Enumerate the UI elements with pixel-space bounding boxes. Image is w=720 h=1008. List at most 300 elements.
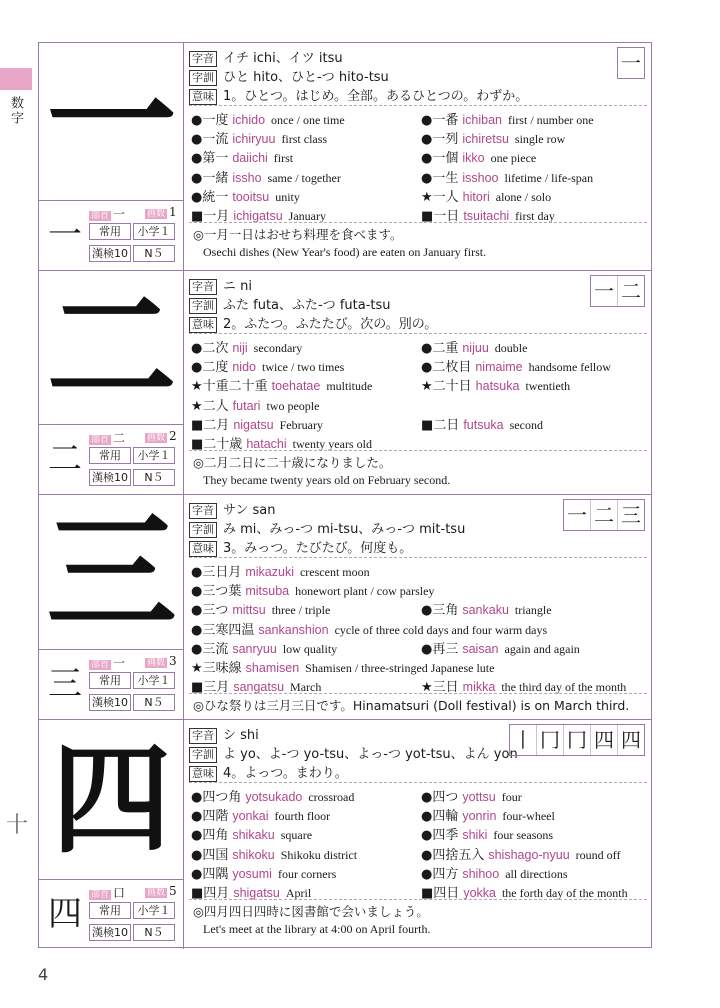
divider xyxy=(189,693,647,694)
vocab-romaji: isshoo xyxy=(462,170,499,185)
vocab-word: 一度 xyxy=(202,113,229,128)
kanji-info-box xyxy=(39,649,184,719)
vocab-item xyxy=(421,205,555,224)
joyo-tag: 常用 xyxy=(89,447,131,464)
vocab-romaji: nijuu xyxy=(462,341,489,355)
kanji-left-column xyxy=(39,43,184,270)
stroke-count-tag: 画数 xyxy=(147,209,166,219)
kanken-level: 漢検10 xyxy=(89,245,131,262)
radical-info xyxy=(89,884,125,901)
vocab-mark: ■ xyxy=(421,209,434,224)
vocab-word: 二重 xyxy=(432,341,459,356)
kanji-meaning-label: 意味 xyxy=(189,541,217,557)
example-sentence-jp: ◎四月四日四時に図書館で会いましょう。 xyxy=(193,904,429,920)
vocab-word: 四輪 xyxy=(432,809,459,825)
stroke-count-tag: 画数 xyxy=(147,658,166,668)
vocab-mark: ● xyxy=(421,113,433,128)
vocab-item xyxy=(191,638,337,657)
vocab-item xyxy=(421,337,527,356)
vocab-romaji: mikazuki xyxy=(245,565,294,579)
on-reading-label: 字音 xyxy=(189,279,217,295)
radical-value: 一 xyxy=(113,207,126,221)
vocab-mark: ● xyxy=(191,847,203,863)
stroke-step: 二 xyxy=(590,500,617,530)
small-kanji: 四 xyxy=(48,894,82,934)
vocab-mark: ● xyxy=(191,151,203,167)
vocab-word: 三つ xyxy=(202,603,229,619)
vocab-mark: ● xyxy=(191,790,203,805)
vocab-mark: ● xyxy=(191,622,203,638)
vocab-word: 三月 xyxy=(203,680,230,696)
kun-reading: ひと hito、ひと-つ hito-tsu xyxy=(223,70,389,85)
vocab-item xyxy=(421,414,543,433)
vocab-meaning: multitude xyxy=(326,379,373,394)
vocab-item xyxy=(191,824,312,843)
vocab-romaji: shikoku xyxy=(232,847,275,862)
vocab-romaji: ichiretsu xyxy=(462,132,509,147)
vocab-romaji: tsuitachi xyxy=(463,209,510,223)
radical-value: 一 xyxy=(113,656,126,670)
vocab-word: 二十歳 xyxy=(203,437,243,452)
vocab-word: 四階 xyxy=(202,809,229,825)
vocab-meaning: round off xyxy=(575,847,621,862)
vocab-romaji: mikka xyxy=(462,680,496,695)
vocab-mark: ● xyxy=(191,189,203,205)
vocab-word: 再三 xyxy=(432,641,459,657)
stroke-step: 三 xyxy=(617,500,644,530)
vocab-romaji: nigatsu xyxy=(233,417,274,432)
vocab-word: 三日月 xyxy=(202,565,242,580)
vocab-item xyxy=(421,599,552,618)
vocab-romaji: yonkai xyxy=(232,809,269,824)
vocab-meaning: all directions xyxy=(505,866,568,881)
vocab-meaning: same / together xyxy=(267,170,341,185)
vocab-meaning: March xyxy=(290,680,322,695)
on-reading-label: 字音 xyxy=(189,503,217,519)
vocab-mark: ★ xyxy=(421,680,433,696)
kanji-info-box xyxy=(39,879,184,949)
vocab-item xyxy=(191,619,547,638)
vocab-item xyxy=(191,844,357,863)
vocab-word: 統一 xyxy=(202,189,229,205)
vocab-item xyxy=(191,805,330,824)
vocab-romaji: niji xyxy=(232,341,248,355)
vocab-mark: ● xyxy=(191,584,203,600)
stroke-order xyxy=(617,47,645,79)
margin-handwritten-mark: 十 xyxy=(6,813,29,838)
stroke-step: 四 xyxy=(590,725,617,755)
vocab-word: 三つ葉 xyxy=(202,584,242,600)
vocab-word: 四日 xyxy=(433,886,460,901)
vocab-mark: ● xyxy=(421,151,433,167)
vocab-item xyxy=(191,128,327,147)
stroke-step: 冂 xyxy=(536,725,563,755)
vocab-item xyxy=(421,128,565,147)
on-reading-row xyxy=(189,275,252,295)
kanji-meaning-row xyxy=(189,762,348,782)
kun-reading: み mi、みっ-つ mi-tsu、みっ-つ mit-tsu xyxy=(223,522,466,537)
vocab-mark: ● xyxy=(421,809,433,825)
vocab-word: 一個 xyxy=(432,151,459,167)
vocab-romaji: hatachi xyxy=(246,437,287,451)
joyo-tag: 常用 xyxy=(89,672,131,689)
vocab-romaji: futari xyxy=(232,398,261,413)
vocab-meaning: January xyxy=(288,209,326,223)
stroke-step: 一 xyxy=(594,279,614,303)
kanji-details xyxy=(189,43,647,270)
vocab-romaji: ichiryuu xyxy=(232,132,276,147)
vocab-mark: ● xyxy=(191,641,203,657)
joyo-tag: 常用 xyxy=(89,902,131,919)
kanken-level: 漢検10 xyxy=(89,924,131,941)
vocab-mark: ■ xyxy=(191,437,204,452)
vocab-item xyxy=(191,414,323,433)
vocab-word: 一日 xyxy=(433,209,460,224)
large-kanji: 二 xyxy=(46,271,177,424)
example-sentence-en: Let's meet at the library at 4:00 on April fourth. xyxy=(203,922,431,937)
small-kanji: 一 xyxy=(48,215,82,255)
vocab-item xyxy=(191,657,494,676)
radical-tag: 部首 xyxy=(91,660,110,670)
jlpt-level: N５ xyxy=(133,924,175,941)
divider xyxy=(189,222,647,223)
vocab-item xyxy=(191,167,341,186)
on-reading-label: 字音 xyxy=(189,51,217,67)
kanji-details xyxy=(189,495,647,719)
vocab-mark: ● xyxy=(191,132,203,148)
vocab-meaning: Shikoku district xyxy=(280,847,358,862)
on-reading-label: 字音 xyxy=(189,728,217,744)
vocab-item xyxy=(191,580,434,599)
vocab-word: 一流 xyxy=(202,132,229,148)
kun-reading: ふた futa、ふた-つ futa-tsu xyxy=(223,298,391,313)
vocab-mark: ● xyxy=(191,170,203,186)
stroke-order xyxy=(563,499,645,531)
vocab-romaji: shihoo xyxy=(462,866,500,881)
vocab-romaji: yottsu xyxy=(462,790,496,804)
vocab-romaji: sankaku xyxy=(462,603,509,618)
stroke-step: 丨 xyxy=(513,728,533,752)
vocab-mark: ● xyxy=(421,641,433,657)
vocab-romaji: saisan xyxy=(462,641,499,656)
divider xyxy=(189,450,647,451)
kanji-entry xyxy=(39,495,651,720)
vocab-meaning: once / one time xyxy=(271,113,345,127)
vocab-romaji: yotsukado xyxy=(245,790,303,804)
vocab-word: 十重二十重 xyxy=(202,379,268,395)
kanji-meaning-row xyxy=(189,537,412,557)
vocab-mark: ● xyxy=(191,866,203,882)
vocab-meaning: cycle of three cold days and four warm days xyxy=(334,622,548,637)
on-reading: シ shi xyxy=(223,728,259,743)
vocab-meaning: twice / two times xyxy=(262,360,345,375)
vocab-romaji: ichiban xyxy=(462,113,502,127)
vocab-item xyxy=(191,676,321,695)
stroke-count-info xyxy=(145,429,177,443)
vocab-romaji: shishago-nyuu xyxy=(488,847,570,862)
radical-value: 二 xyxy=(113,431,126,445)
kanji-info-box xyxy=(39,424,184,494)
jlpt-level: N５ xyxy=(133,694,175,711)
vocab-word: 四つ角 xyxy=(202,790,242,805)
kanji-meaning: 4。よっつ。まわり。 xyxy=(223,766,348,781)
vocab-meaning: fourth floor xyxy=(274,809,331,824)
vocab-mark: ● xyxy=(421,866,433,882)
vocab-item xyxy=(191,109,345,128)
grade-tag: 小学１ xyxy=(133,447,175,464)
example-sentence-jp: ◎ひな祭りは三月三日です。Hinamatsuri (Doll festival) is on March third. xyxy=(193,698,630,714)
stroke-count-info xyxy=(145,654,177,668)
kun-reading-row xyxy=(189,294,391,314)
vocab-meaning: first day xyxy=(515,209,555,223)
vocab-word: 四季 xyxy=(432,828,459,844)
stroke-count-info xyxy=(145,884,177,898)
vocab-meaning: secondary xyxy=(253,341,303,355)
vocab-mark: ■ xyxy=(421,417,434,433)
vocab-mark: ★ xyxy=(421,379,433,395)
kanji-left-column xyxy=(39,271,184,494)
vocab-meaning: one piece xyxy=(490,151,537,166)
vocab-romaji: shigatsu xyxy=(233,886,280,900)
vocab-word: 二次 xyxy=(202,341,229,356)
vocab-mark: ● xyxy=(421,132,433,148)
vocab-mark: ● xyxy=(421,828,433,844)
kun-reading-label: 字訓 xyxy=(189,522,217,538)
stroke-count-tag: 画数 xyxy=(147,433,166,443)
grade-tag: 小学１ xyxy=(133,672,175,689)
divider xyxy=(189,557,647,558)
divider xyxy=(189,105,647,106)
kanji-entry xyxy=(39,43,651,271)
vocab-word: 二月 xyxy=(203,417,230,433)
vocab-meaning: first class xyxy=(281,132,328,147)
vocab-meaning: four xyxy=(501,790,522,804)
vocab-item xyxy=(421,356,611,375)
vocab-mark: ● xyxy=(421,790,433,805)
vocab-mark: ● xyxy=(191,113,203,128)
small-kanji: 三 xyxy=(48,664,82,704)
divider xyxy=(189,899,647,900)
vocab-mark: ● xyxy=(191,603,203,619)
stroke-order xyxy=(590,275,645,307)
vocab-word: 一列 xyxy=(432,132,459,148)
kanji-left-column xyxy=(39,720,184,949)
vocab-word: 二度 xyxy=(202,360,229,376)
vocab-item xyxy=(421,375,570,394)
kun-reading-row xyxy=(189,518,465,538)
vocab-word: 四月 xyxy=(203,886,230,901)
vocab-mark: ● xyxy=(191,828,203,844)
vocab-romaji: hatsuka xyxy=(475,379,520,394)
vocab-romaji: yosumi xyxy=(232,866,272,881)
kun-reading-row xyxy=(189,743,518,763)
kanji-entry xyxy=(39,271,651,495)
on-reading-row xyxy=(189,499,275,519)
kanken-level: 漢検10 xyxy=(89,694,131,711)
stroke-step: 四 xyxy=(617,725,644,755)
vocab-romaji: issho xyxy=(232,170,262,185)
vocab-word: 一番 xyxy=(432,113,459,128)
vocab-item xyxy=(421,109,594,128)
kanji-table xyxy=(38,42,652,948)
vocab-word: 二人 xyxy=(202,398,229,414)
vocab-word: 三寒四温 xyxy=(202,622,255,638)
vocab-romaji: sanryuu xyxy=(232,641,277,656)
on-reading: サン san xyxy=(223,503,276,518)
vocab-mark: ● xyxy=(191,565,203,580)
vocab-meaning: the third day of the month xyxy=(501,680,627,695)
large-kanji: 一 xyxy=(46,45,177,198)
vocab-meaning: single row xyxy=(514,132,566,147)
vocab-item xyxy=(421,186,551,205)
vocab-mark: ★ xyxy=(191,379,203,395)
stroke-count-value: 3 xyxy=(169,654,177,668)
kanji-meaning: 1。ひとつ。はじめ。全部。あるひとつの。わずか。 xyxy=(223,89,529,104)
vocab-mark: ● xyxy=(421,341,433,356)
vocab-word: 三流 xyxy=(202,641,229,657)
vocab-item xyxy=(421,824,553,843)
vocab-meaning: four seasons xyxy=(493,828,554,843)
vocab-meaning: low quality xyxy=(282,641,338,656)
vocab-romaji: nido xyxy=(232,360,256,375)
vocab-mark: ● xyxy=(191,809,203,825)
vocab-meaning: three / triple xyxy=(271,603,331,618)
vocab-meaning: alone / solo xyxy=(495,189,552,204)
vocab-romaji: ikko xyxy=(462,151,485,166)
vocab-romaji: shikaku xyxy=(232,828,275,843)
on-reading: イチ ichi、イツ itsu xyxy=(223,51,343,66)
vocab-word: 二枚目 xyxy=(432,360,472,376)
kanji-left-column xyxy=(39,495,184,719)
kun-reading: よ yo、よ-つ yo-tsu、よっ-つ yot-tsu、よん yon xyxy=(223,747,518,762)
vocab-mark: ★ xyxy=(191,661,203,676)
kanji-meaning-label: 意味 xyxy=(189,89,217,105)
divider xyxy=(189,782,647,783)
vocab-item xyxy=(191,186,300,205)
kun-reading-label: 字訓 xyxy=(189,70,217,86)
stroke-step: 二 xyxy=(617,276,644,306)
kanji-info-box xyxy=(39,200,184,270)
vocab-mark: ■ xyxy=(421,886,434,901)
vocab-mark: ■ xyxy=(191,680,204,696)
vocab-romaji: tooitsu xyxy=(232,189,270,204)
vocab-word: 三日 xyxy=(432,680,459,696)
radical-value: 口 xyxy=(113,886,126,900)
large-kanji: 三 xyxy=(46,496,177,649)
vocab-word: 二日 xyxy=(433,417,460,433)
vocab-word: 四捨五入 xyxy=(432,847,485,863)
vocab-meaning: handsome fellow xyxy=(528,360,611,375)
vocab-meaning: twenty years old xyxy=(292,437,372,451)
vocab-word: 一人 xyxy=(432,189,459,205)
vocab-item xyxy=(421,167,593,186)
vocab-item xyxy=(421,786,522,805)
vocab-word: 四方 xyxy=(432,866,459,882)
grade-tag: 小学１ xyxy=(133,223,175,240)
stroke-step: 一 xyxy=(621,51,641,75)
vocab-item xyxy=(421,882,628,901)
example-sentence-jp: ◎二月二日に二十歳になりました。 xyxy=(193,455,392,471)
section-tab xyxy=(0,68,32,90)
stroke-count-value: 1 xyxy=(169,205,177,219)
kanji-meaning: 3。みっつ。たびたび。何度も。 xyxy=(223,541,413,556)
vocab-meaning: second xyxy=(509,417,543,432)
vocab-item xyxy=(421,805,555,824)
kanji-meaning: 2。ふたつ。ふたたび。次の。別の。 xyxy=(223,317,438,332)
vocab-meaning: square xyxy=(280,828,313,843)
stroke-step: 一 xyxy=(567,503,587,527)
vocab-meaning: first xyxy=(273,151,294,166)
jlpt-level: N５ xyxy=(133,469,175,486)
vocab-word: 三味線 xyxy=(202,661,242,676)
vocab-item xyxy=(191,205,326,224)
vocab-meaning: first / number one xyxy=(507,113,594,127)
vocab-meaning: again and again xyxy=(504,641,580,656)
vocab-meaning: unity xyxy=(275,189,300,204)
vocab-meaning: double xyxy=(494,341,528,355)
stroke-count-value: 5 xyxy=(169,884,177,898)
kanji-meaning-label: 意味 xyxy=(189,766,217,782)
vocab-item xyxy=(191,882,311,901)
vocab-meaning: triangle xyxy=(514,603,552,618)
vocab-word: 二十日 xyxy=(432,379,472,395)
kanji-meaning-row xyxy=(189,85,528,105)
on-reading-row xyxy=(189,724,259,744)
vocab-mark: ● xyxy=(191,360,203,376)
kanken-level: 漢検10 xyxy=(89,469,131,486)
vocab-meaning: February xyxy=(279,417,323,432)
vocab-item xyxy=(421,147,536,166)
vocab-item xyxy=(191,147,293,166)
vocab-mark: ● xyxy=(421,360,433,376)
jlpt-level: N５ xyxy=(133,245,175,262)
vocab-romaji: toehatae xyxy=(271,379,321,394)
vocab-mark: ■ xyxy=(191,417,204,433)
example-sentence-jp: ◎一月一日はおせち料理を食べます。 xyxy=(193,227,403,243)
on-reading-row xyxy=(189,47,343,67)
vocab-mark: ● xyxy=(421,603,433,619)
vocab-meaning: lifetime / life-span xyxy=(504,170,594,185)
vocab-mark: ● xyxy=(421,170,433,186)
vocab-romaji: mitsuba xyxy=(245,584,290,599)
vocab-item xyxy=(191,561,370,580)
section-label: 数字 xyxy=(8,96,23,126)
divider xyxy=(189,333,647,334)
vocab-item xyxy=(191,786,354,805)
radical-tag: 部首 xyxy=(91,435,110,445)
vocab-mark: ● xyxy=(421,847,433,863)
vocab-meaning: twentieth xyxy=(525,379,571,394)
radical-info xyxy=(89,205,125,222)
vocab-item xyxy=(191,375,372,394)
small-kanji: 二 xyxy=(48,439,82,479)
vocab-romaji: mittsu xyxy=(232,603,266,618)
vocab-romaji: sangatsu xyxy=(233,680,285,695)
vocab-item xyxy=(191,433,372,452)
vocab-item xyxy=(421,676,626,695)
vocab-item xyxy=(191,337,302,356)
kanji-details xyxy=(189,720,647,949)
vocab-meaning: honewort plant / cow parsley xyxy=(295,584,435,599)
vocab-meaning: crescent moon xyxy=(299,565,370,579)
vocab-item xyxy=(191,395,319,414)
vocab-romaji: nimaime xyxy=(475,360,523,375)
vocab-item xyxy=(191,599,330,618)
large-kanji: 四 xyxy=(51,729,172,870)
vocab-mark: ★ xyxy=(191,398,203,414)
vocab-word: 四隅 xyxy=(202,866,229,882)
kanji-entry xyxy=(39,720,651,949)
